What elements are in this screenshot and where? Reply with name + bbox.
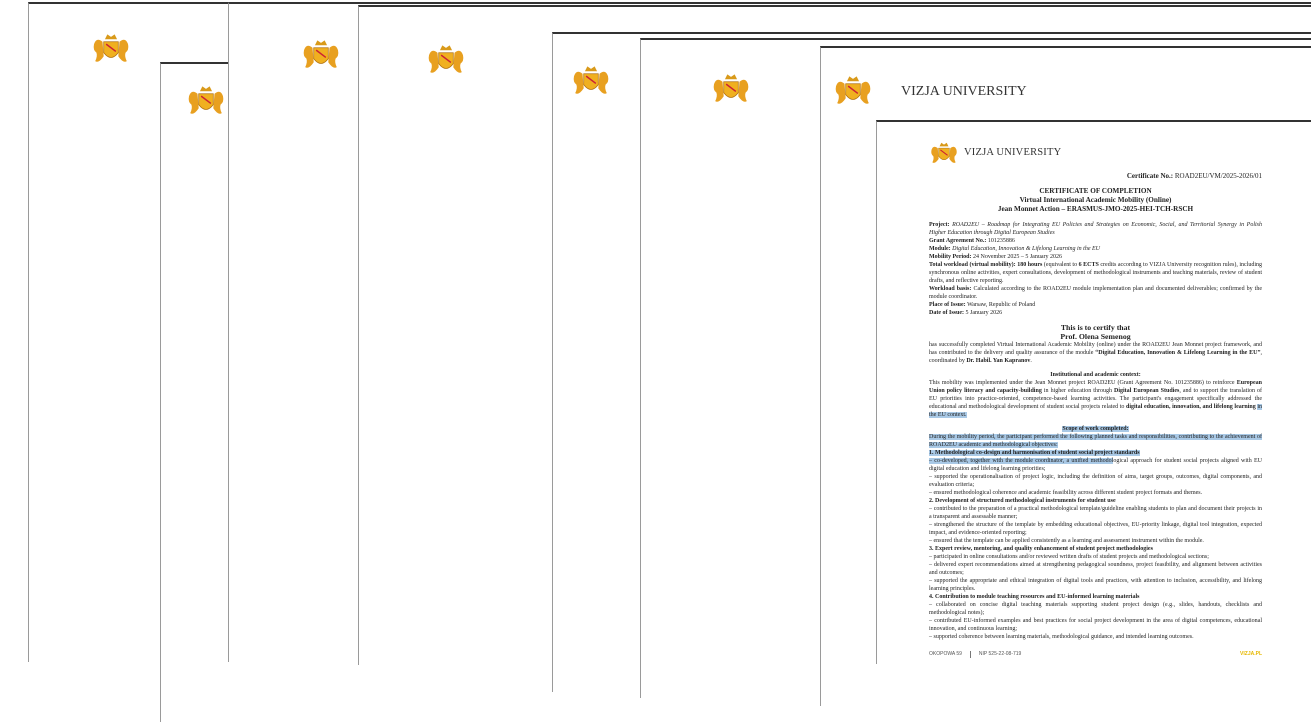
scope-item-2: 2. Development of structured methodological instruments for student use – contributed to the preparation of a practical methodological template/guideline enabling students to plan and document their projects in a transparent and assessable manner; – strengthened the structure of the template by embedding educational objectives, EU-priority linkage, digital tool integration, expected impact, and evidence-oriented reporting; – ensured that the template can be applied consistently as a learning and assessment instrument within the module. — [929, 498, 1262, 545]
university-crest-logo — [711, 72, 751, 106]
university-name: VIZJA UNIVERSITY — [901, 84, 1027, 99]
title-action: Jean Monnet Action – ERASMUS-JMO-2025-HEI-TCH-RSCH — [997, 205, 1194, 214]
scope-item-3: 3. Expert review, mentoring, and quality enhancement of student project methodologies – participated in online consultations and/or reviewed written drafts of student projects and methodological sections; – delivered expert recommendations aimed at strengthening pedagogical soundness, project feasibility, and alignment between activities and outcomes; – supported the appropriate and ethical integration of digital tools and practices, with attention to inclusion, accessibility, and lifelong learning principles. — [929, 546, 1262, 593]
scope-heading: Scope of work completed: — [1062, 426, 1129, 433]
context-heading: Institutional and academic context: — [1050, 372, 1141, 379]
document-footer: OKOPOWA 59 NIP 525-22-08-719 VIZJA.PL — [929, 651, 1262, 658]
university-crest-logo — [571, 64, 611, 98]
university-crest-logo — [91, 32, 131, 66]
title-main: CERTIFICATE OF COMPLETION — [1039, 187, 1152, 195]
certificate-document — [929, 140, 1262, 658]
university-crest-logo — [833, 74, 873, 108]
university-crest-logo — [186, 84, 226, 118]
certify-paragraph: has successfully completed Virtual International Academic Mobility (online) under the ROAD2EU Jean Monnet project framework, and has contributed to the delivery and quality assurance of the module “Digital Education, Innovation & Lifelong Learning in the EU”, coordinated by Dr. Habil. Yan Kapranov. — [929, 342, 1262, 365]
title-sub: Virtual International Academic Mobility (Online) — [1019, 196, 1172, 205]
university-crest-logo — [301, 38, 341, 72]
university-crest-logo — [929, 141, 959, 166]
context-paragraph: This mobility was implemented under the Jean Monnet project ROAD2EU (Grant Agreement No. 101235886) to reinforce European Union policy literacy and capacity-building in higher education through Digital European Studies, and to support the translation of EU priorities into practice-oriented, competence-based learning activities. The participant's engagement specifically addressed the educational and methodological development of student social projects related to digital education, innovation, and lifelong learning in the EU context. — [929, 380, 1263, 419]
scope-item-4: 4. Contribution to module teaching resources and EU-informed learning materials – collaborated on concise digital teaching materials supporting student project design (e.g., slides, handouts, checklists and methodological notes); – contributed EU-informed examples and best practices for social project development in the area of digital competences, educational innovation, and continuous learning; – supported coherence between learning materials, methodological guidance, and intended learning outcomes. — [929, 594, 1262, 641]
certificate-titles — [929, 187, 1262, 215]
letterhead — [929, 140, 1262, 166]
university-name: VIZJA UNIVERSITY — [964, 147, 1062, 158]
document-window-front[interactable] — [876, 120, 1311, 664]
certificate-number: Certificate No.: ROAD2EU/VM/2025-2026/01 — [1126, 172, 1262, 180]
certificate-metadata: Project: ROAD2EU – Roadmap for Integrating EU Policies and Strategies on Economic, Social, and Territorial Synergy in Polish Higher Education through Digital European Studies Grant Agreement No.: 101235886 Module: Digital Education, Innovation & Lifelong Learning in the EU Mobility Period: 24 November 2025 – 5 January 2026 Total workload (virtual mobility): 180 hours (equivalent to 6 ECTS credits according to VIZJA University recognition rules), including synchronous online activities, expert consultations, development of methodological instruments and teaching materials, review of student drafts, and reflective reporting. Workload basis: Calculated according to the ROAD2EU module implementation plan and documented deliverables; confirmed by the module coordinator. Place of Issue: Warsaw, Republic of Poland Date of Issue: 5 January 2026 — [929, 221, 1263, 316]
scope-intro: During the mobility period, the participant performed the following planned tasks and responsibilities, contributing to the achievement of ROAD2EU academic and methodological objectives: — [929, 434, 1262, 449]
university-crest-logo — [426, 43, 466, 77]
recipient-name: Prof. Olena Semenog — [1060, 332, 1131, 342]
scope-item-1: 1. Methodological co-design and harmonisation of student social project standards – co-developed, together with the module coordinator, a unified methodological approach for student social projects aligned with EU digital education and lifelong learning priorities; – supported the operationalisation of project logic, including the definition of aims, target groups, outcomes, digital components, and evaluation criteria; – ensured methodological coherence and academic feasibility across different student project formats and themes. — [929, 450, 1262, 497]
certify-heading: This is to certify that Prof. Olena Semenog — [929, 323, 1262, 342]
